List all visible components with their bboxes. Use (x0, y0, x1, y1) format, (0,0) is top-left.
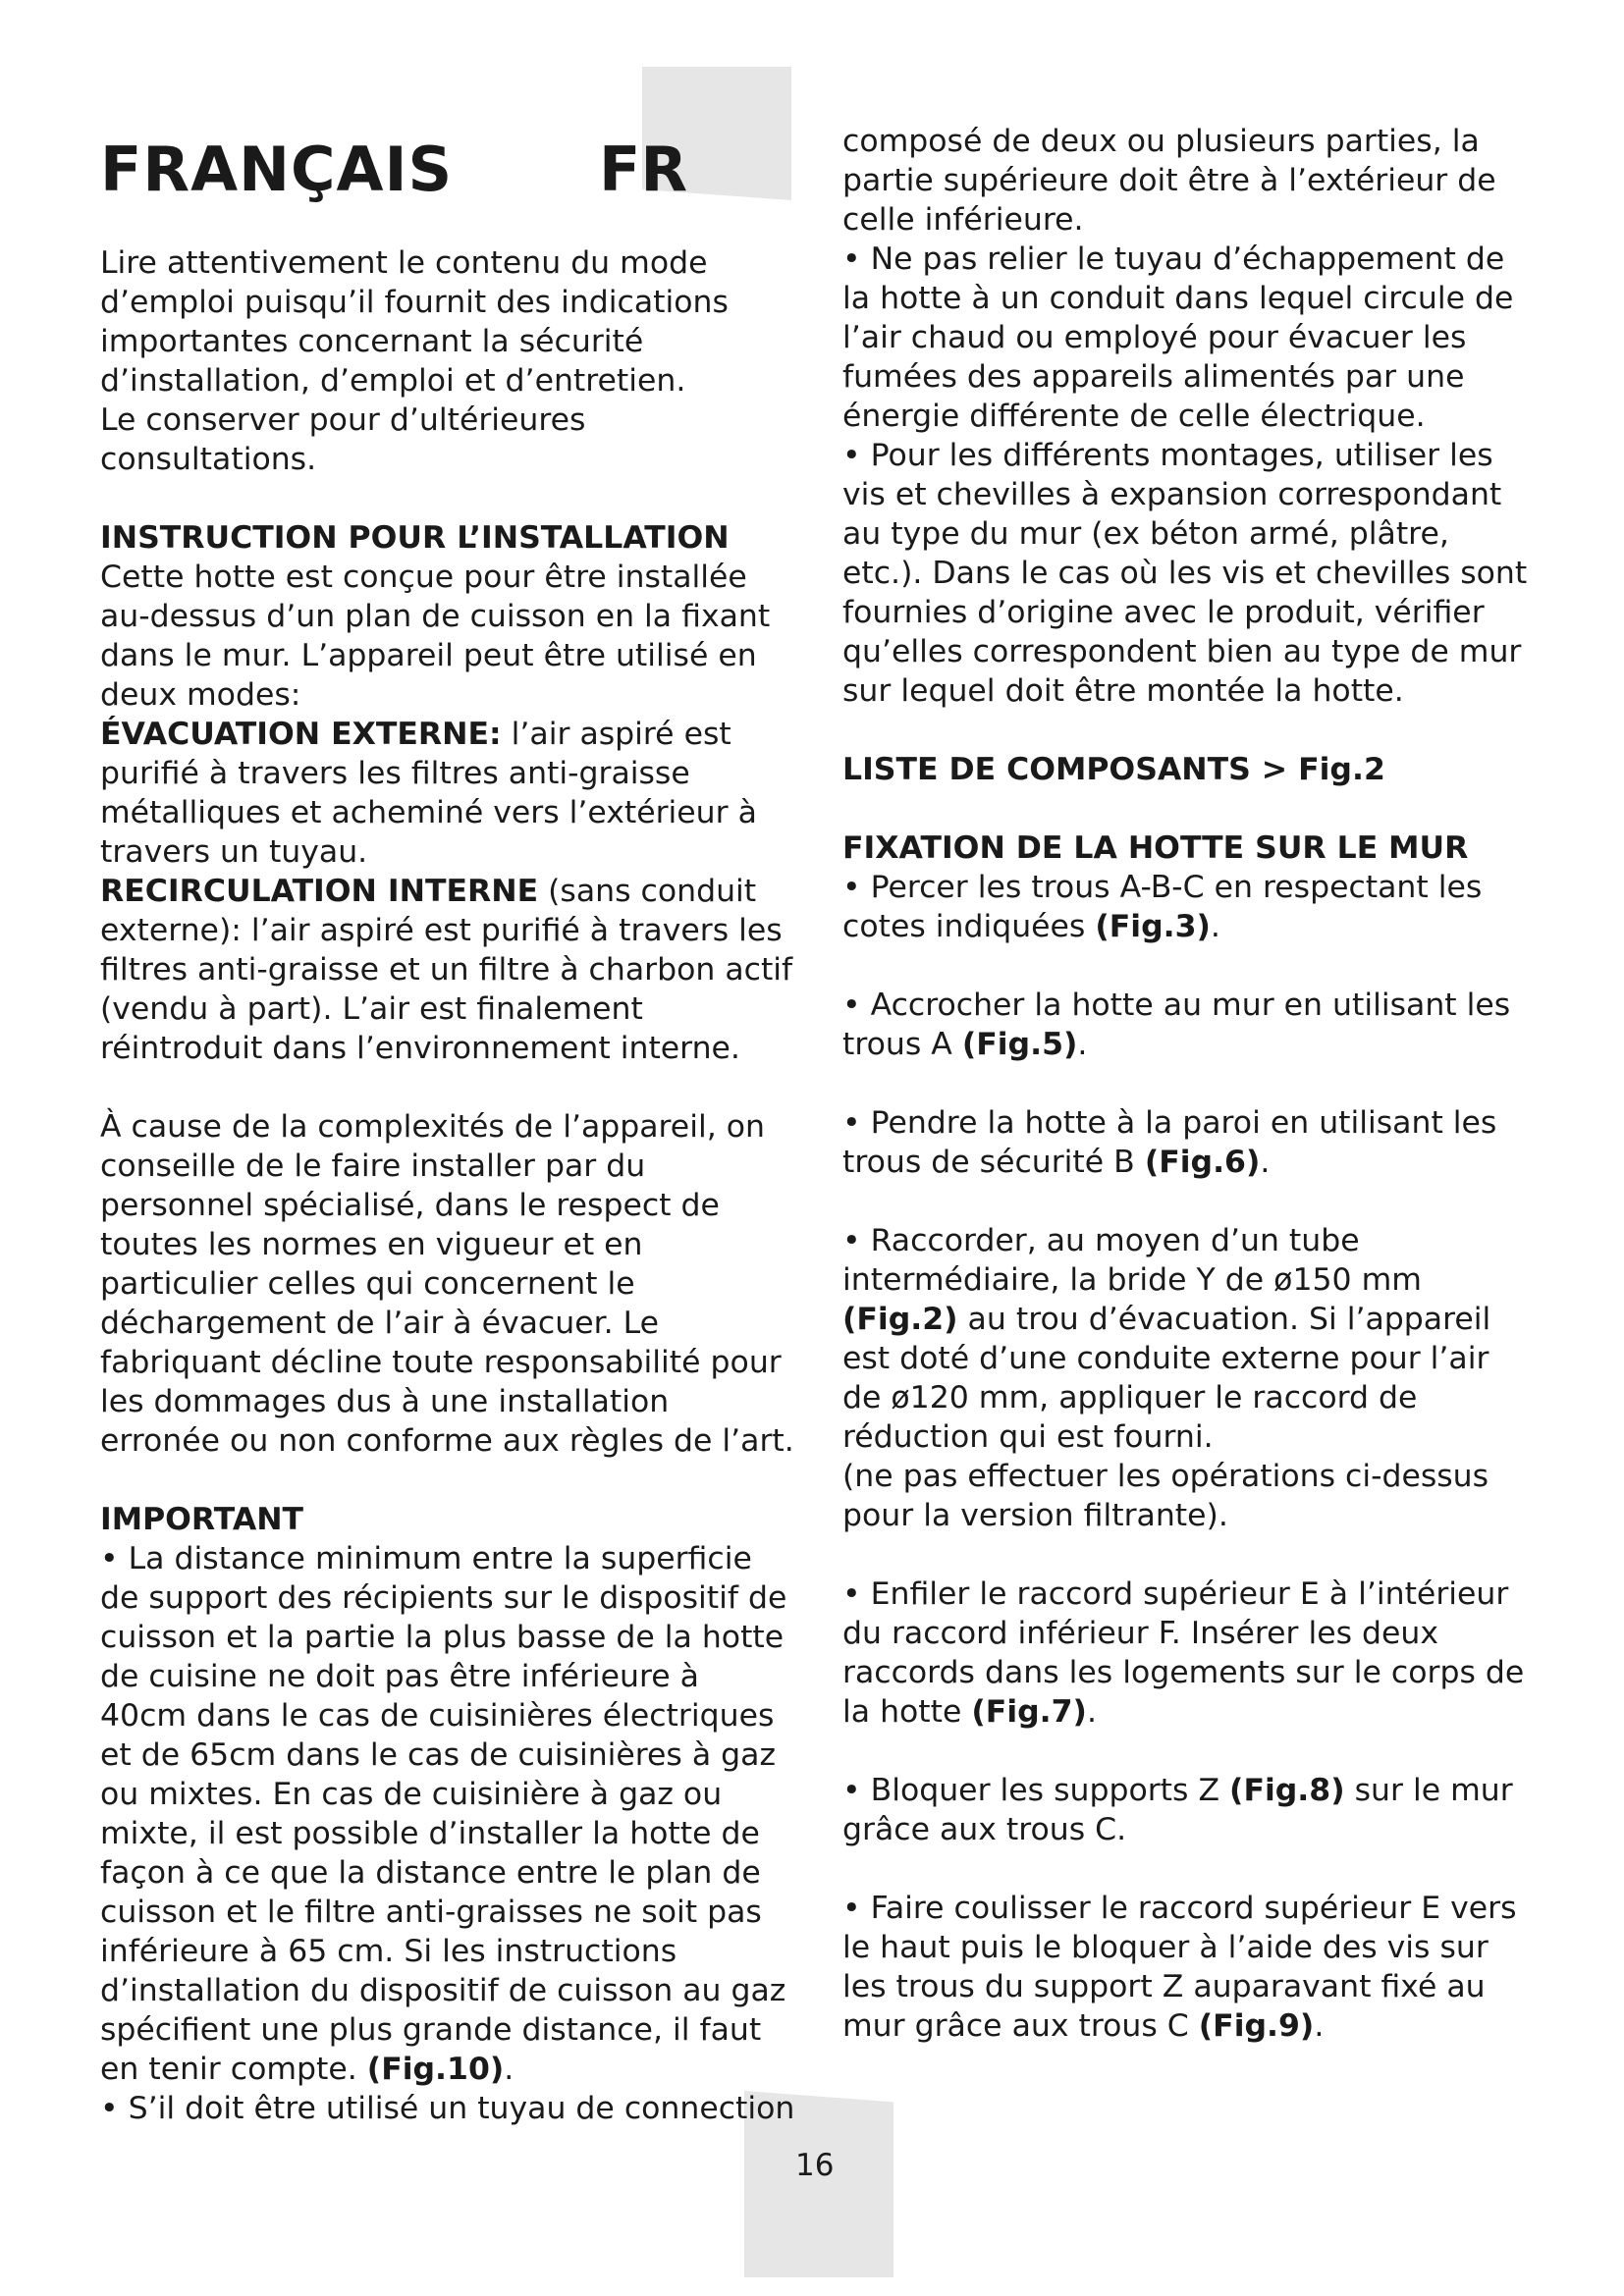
recirculation-label: RECIRCULATION INTERNE (100, 874, 539, 909)
install-heading: INSTRUCTION POUR L’INSTALLATION (100, 520, 730, 556)
step-4-fig-ref: (Fig.2) (842, 1302, 958, 1337)
pipe-paragraph: • S’il doit être utilisé un tuyau de connection (100, 2091, 795, 2126)
step-4 (842, 1221, 1530, 1457)
step-5-dot: . (1086, 1694, 1097, 1730)
step-7-dot: . (1314, 2008, 1325, 2044)
important-heading: IMPORTANT (100, 1502, 304, 1537)
no-connect-paragraph: • Ne pas relier le tuyau d’échappement de la hotte à un conduit dans lequel circule de l’air chaud ou employé pour évacuer les fumées des appareils alimentés par une énergie différente de celle électrique. (842, 241, 1514, 434)
step-6-text: • Bloquer les supports Z (842, 1773, 1230, 1808)
step-3-text: • Pendre la hotte à la paroi en utilisant les trous de sécurité B (842, 1105, 1497, 1180)
step-5 (842, 1575, 1530, 1732)
intro-paragraph: Lire attentivement le contenu du mode d’emploi puisqu’il fournit des indications importantes concernant la sécurité d’installation, d’emploi et d’entretien. (100, 245, 729, 399)
step-1-dot: . (1210, 909, 1220, 944)
step-4-text: • Raccorder, au moyen d’un tube intermédiaire, la bride Y de ø150 mm (842, 1223, 1422, 1298)
right-column (842, 122, 1530, 2046)
step-7 (842, 1889, 1530, 2046)
important-paragraph (100, 1539, 795, 2089)
complexity-paragraph: À cause de la complexités de l’appareil, on conseille de le faire installer par du personnel spécialisé, dans le respect de toutes les normes en vigueur et en particulier celles qui concernent le déchargement de l’air à évacuer. Le fabriquant décline toute responsabilité pour les dommages dus à une installation erronée ou non conforme aux règles de l’art. (100, 1109, 794, 1459)
step-7-text: • Faire coulisser le raccord supérieur E vers le haut puis le bloquer à l’aide des vis sur les trous du support Z auparavant fixé au mur grâce aux trous C (842, 1891, 1517, 2044)
step-3-fig-ref: (Fig.6) (1144, 1145, 1261, 1180)
evacuation-paragraph (100, 715, 795, 872)
step-5-text: • Enfiler le raccord supérieur E à l’intérieur du raccord inférieur F. Insérer les deux raccords dans les logements sur le corps de la hotte (842, 1576, 1525, 1730)
step-2-fig-ref: (Fig.5) (961, 1027, 1078, 1062)
step-7-fig-ref: (Fig.9) (1198, 2008, 1315, 2044)
components-heading: LISTE DE COMPOSANTS > Fig.2 (842, 752, 1385, 787)
page-title: FRANÇAIS (100, 133, 454, 205)
step-2-dot: . (1077, 1027, 1088, 1062)
step-1-fig-ref: (Fig.3) (1095, 909, 1211, 944)
step-2 (842, 986, 1530, 1064)
important-text: • La distance minimum entre la superficie de support des récipients sur le dispositif de cuisson et la partie la plus basse de la hotte de cuisine ne doit pas être inférieure à 40cm dans le cas de cuisinières électriques et de 65cm dans le cas de cuisinières à gaz ou mixtes. En cas de cuisinière à gaz ou mixte, il est possible d’installer la hotte de façon à ce que la distance entre le plan de cuisson et le filtre anti-graisses ne soit pas inférieure à 65 cm. Si les instructions d’installation du dispositif de cuisson au gaz spécifient une plus grande distance, il faut en tenir compte. (100, 1541, 787, 2087)
install-paragraph: Cette hotte est conçue pour être installée au-dessus d’un plan de cuisson en la fixant dans le mur. L’appareil peut être utilisé en deux modes: (100, 560, 771, 713)
step-4-rest: au trou d’évacuation. Si l’appareil est doté d’une conduite externe pour l’air de ø120 mm, appliquer le raccord de réduction qui est fourni. (842, 1302, 1491, 1455)
evacuation-text: l’air aspiré est purifié à travers les filtres anti-graisse métalliques et acheminé vers l’extérieur à travers un tuyau. (100, 717, 757, 870)
language-code: FR (599, 133, 688, 205)
evacuation-label: ÉVACUATION EXTERNE: (100, 717, 502, 752)
step-6-fig-ref: (Fig.8) (1229, 1773, 1345, 1808)
fixation-heading: FIXATION DE LA HOTTE SUR LE MUR (842, 830, 1469, 866)
step-1 (842, 868, 1530, 946)
screws-paragraph: • Pour les différents montages, utiliser les vis et chevilles à expansion correspondant au type du mur (ex béton armé, plâtre, etc.). Dans le cas où les vis et chevilles sont fournies d’origine avec le produit, vérifier qu’elles correspondent bien au type de mur sur lequel doit être montée la hotte. (842, 438, 1528, 709)
important-fig-ref: (Fig.10) (366, 2052, 505, 2087)
step-4-note: (ne pas effectuer les opérations ci-dessus pour la version filtrante). (842, 1459, 1489, 1533)
step-6-rest: sur le mur grâce aux trous C. (842, 1773, 1513, 1847)
recirculation-text: (sans conduit externe): l’air aspiré est purifié à travers les filtres anti-graisse et un filtre à charbon actif (vendu à part). L’air est finalement réintroduit dans l’environnement interne. (100, 874, 793, 1066)
step-3-dot: . (1260, 1145, 1271, 1180)
left-column (100, 243, 795, 2128)
recirculation-paragraph (100, 872, 795, 1068)
intro-paragraph-2: Le conserver pour d’ultérieures consultations. (100, 402, 586, 477)
step-1-text: • Percer les trous A-B-C en respectant les cotes indiquées (842, 870, 1483, 944)
step-6 (842, 1771, 1530, 1849)
pipe-continuation: composé de deux ou plusieurs parties, la partie supérieure doit être à l’extérieur de celle inférieure. (842, 124, 1496, 238)
page-number: 16 (795, 2148, 835, 2183)
step-3 (842, 1103, 1530, 1182)
step-2-text: • Accrocher la hotte au mur en utilisant les trous A (842, 988, 1511, 1062)
important-end: . (504, 2052, 514, 2087)
step-5-fig-ref: (Fig.7) (971, 1694, 1087, 1730)
